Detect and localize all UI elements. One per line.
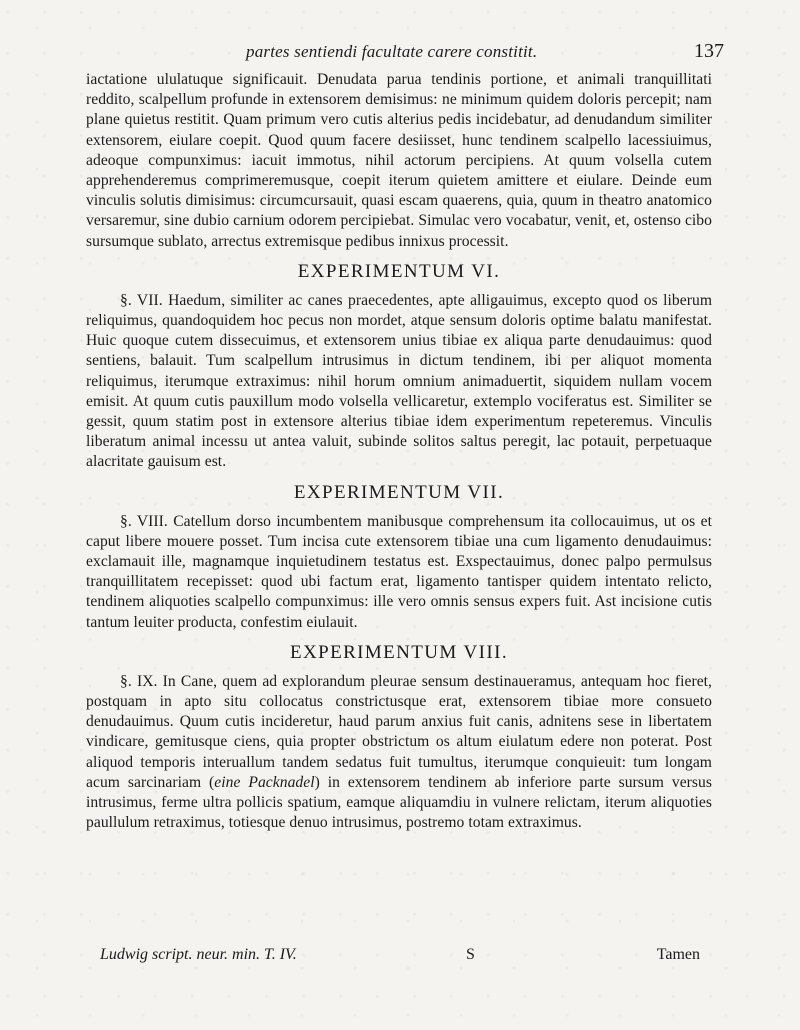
page-header [86, 38, 724, 70]
german-gloss: eine Packnadel [214, 773, 315, 791]
heading-experimentum-vii: EXPERIMENTUM VII. [293, 481, 505, 503]
paragraph-continuation: iactatione ululatuque significauit. Denudata parua tendinis portione, et animali tranquillitati reddito, scalpellum profunde in extensorem demisimus: ne minimum quidem doloris percepit; nam plane quietus restitit. Quam primum vero cutis alterius pedis incidebatur, ad denudandum similiter extensorem, eiulare coepit. Quod quum facere desiisset, hunc tendinem scalpello lacessiuimus, adeoque compunximus: iacuit immotus, nihil actorum percipiens. At quum volsella cutem apprehenderemus comprimeremusque, coepit iterum quietem amittere et eiulare. Deinde eum vinculis solutis dimisimus: circumcursauit, quasi escam quaerens, quia, quum in theatro anatomico versaremur, sine dubio carnium odorem percipiebat. Simulac vero vocabatur, venit, et, ostenso cibo sursumque sublato, arrectus extremisque pedibus innixus processit. [86, 71, 712, 250]
running-head: partes sentiendi facultate carere constitit. [246, 42, 538, 61]
paragraph-section-ix-part-1: §. IX. In Cane, quem ad explorandum pleurae sensum destinaueramus, antequam hoc fieret, postquam in apto situ collocatus constrictusque erat, extensorem tibiae more consueto denudauimus. Quum cutis incideretur, haud parum anxius fuit canis, adnitens sese in libertatem vindicare, gemitusque ciens, quia propter obstrictum os altum eiulatum edere non poterat. Post aliquod temporis interuallum tandem sedatus fuit tumultus, iterumque conquieuit: tum longam acum sarcinariam ( [86, 672, 712, 791]
paragraph-section-viii: §. VIII. Catellum dorso incumbentem manibusque comprehensum ita collocauimus, ut os et caput libere mouere posset. Tum incisa cute extensorem tibiae una cum ligamento denudauimus: exclamauit ille, magnamque inquietudinem testatus est. Exspectauimus, donec palpo permulsus tranquillitatem recepisset: quod ubi factum erat, ligamento tantisper quidem intentato relicto, tendinem aliquoties scalpello compunximus: ille vero omnis sensus expers fuit. Ast incisione cutis tantum leuiter producta, confestim eiulauit. [86, 512, 712, 631]
paragraph-section-ix-part-2: ) in extensorem tendinem ab inferiore parte sursum versus intrusimus, ferme ultra pollicis spatium, eamque aliquamdiu in vulnere relictam, iterum aliquoties paullulum retraximus, totiesque denuo intrusimus, postremo totam extraximus. [86, 773, 712, 832]
heading-experimentum-viii: EXPERIMENTUM VIII. [289, 641, 508, 663]
page-number: 137 [694, 40, 724, 62]
page-footer [100, 946, 700, 970]
paragraph-section-ix [86, 672, 712, 834]
paragraph-section-vii: §. VII. Haedum, similiter ac canes praecedentes, apte alligauimus, excepto quod os liberum reliquimus, quandoquidem hoc pecus non mordet, atque sensum doloris optime balatu manifestat. Huic quoque cutem dissecuimus, et extensorem unius tibiae ex aliqua parte denudauimus: quod sentiens, balauit. Tum scalpellum intrusimus in dictum tendinem, ibi per aliquot momenta reliquimus, iterumque extraximus: nihil horum omnium animaduertit, siquidem nullam vocem emisit. At quum cutis pauxillum modo volsella vellicaretur, extemplo vociferatus est. Similiter se gessit, quum statim post in extensore alterius tibiae idem experimentum repeteremus. Vinculis liberatum animal incessu ut antea valuit, subinde solitos saltus peregit, lac potauit, perpetuaque alacritate gauisum est. [86, 291, 712, 471]
footer-source: Ludwig script. neur. min. T. IV. [100, 946, 297, 963]
catchword: Tamen [656, 946, 700, 963]
signature-mark: S [466, 946, 475, 963]
heading-experimentum-vi: EXPERIMENTUM VI. [297, 260, 501, 282]
